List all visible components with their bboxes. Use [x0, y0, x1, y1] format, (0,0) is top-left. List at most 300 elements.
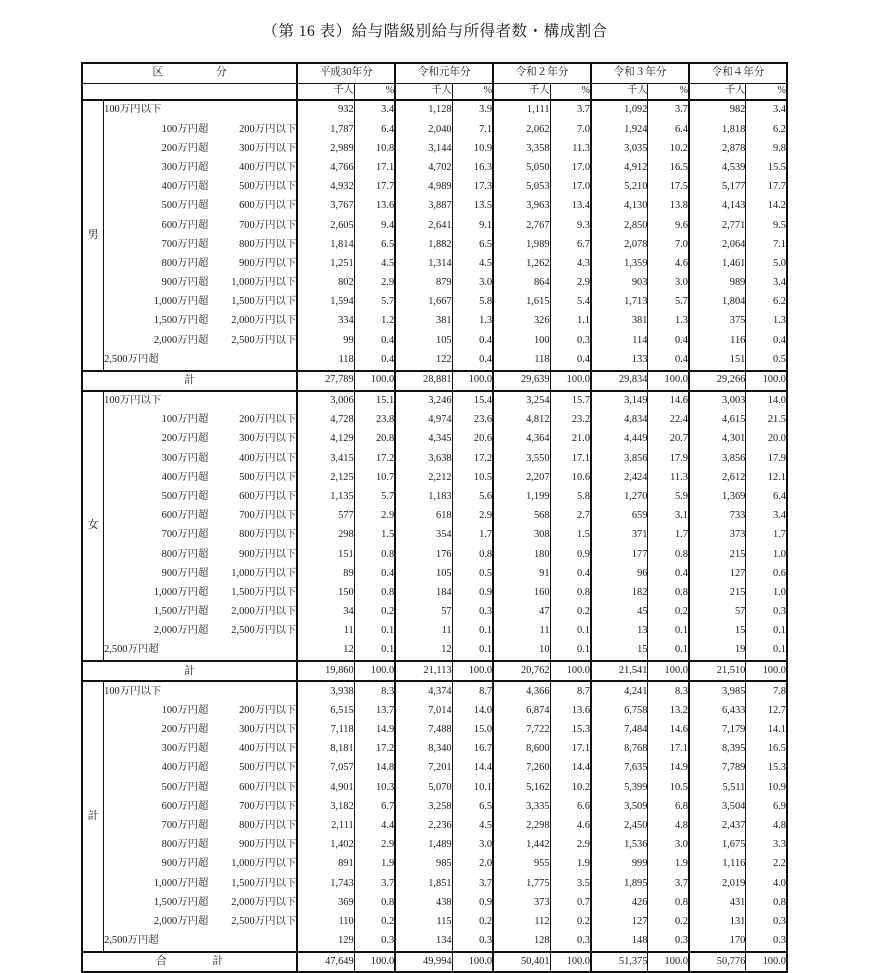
cell-people: 160 [493, 584, 550, 603]
cell-percent: 0.2 [354, 913, 395, 932]
table-row [82, 797, 787, 816]
cell-percent: 7.1 [452, 120, 493, 139]
bracket-upper: 900万円以下 [239, 257, 297, 269]
cell-people: 308 [493, 526, 550, 545]
cell-percent: 0.1 [550, 641, 591, 661]
cell-people: 1,251 [297, 255, 354, 274]
subtotal-row [82, 661, 787, 681]
cell-percent: 16.7 [452, 740, 493, 759]
cell-percent: 0.2 [452, 913, 493, 932]
cell-percent: 0.8 [746, 893, 787, 912]
cell-people: 6,874 [493, 701, 550, 720]
table-head [82, 63, 787, 100]
cell-percent: 3.3 [746, 836, 787, 855]
cell-percent: 0.2 [648, 603, 689, 622]
cell-people: 4,241 [591, 681, 648, 701]
total-cell-people: 51,375 [591, 952, 648, 972]
cell-percent: 0.8 [354, 584, 395, 603]
total-cell-people: 50,776 [689, 952, 746, 972]
cell-people: 15 [689, 622, 746, 641]
cell-percent: 3.4 [746, 274, 787, 293]
bracket-lower: 600万円超 [161, 800, 209, 812]
cell-percent: 10.3 [354, 778, 395, 797]
cell-percent: 11.3 [550, 139, 591, 158]
cell-people: 3,856 [689, 449, 746, 468]
table-row [82, 235, 787, 254]
cell-percent: 2.9 [354, 507, 395, 526]
subtotal-label: 計 [82, 661, 297, 681]
cell-percent: 23.8 [354, 411, 395, 430]
cell-people: 1,713 [591, 293, 648, 312]
table-row [82, 159, 787, 178]
total-cell-people: 29,639 [493, 371, 550, 391]
total-cell-percent: 100.0 [354, 952, 395, 972]
cell-people: 4,974 [395, 411, 452, 430]
table-body [82, 100, 787, 972]
cell-percent: 0.1 [354, 641, 395, 661]
cell-people: 3,963 [493, 197, 550, 216]
cell-people: 1,489 [395, 836, 452, 855]
bracket-lower: 800万円超 [161, 839, 209, 851]
cell-people: 3,149 [591, 391, 648, 411]
cell-people: 2,641 [395, 216, 452, 235]
cell-people: 4,374 [395, 681, 452, 701]
total-cell-people: 19,860 [297, 661, 354, 681]
cell-percent: 2.7 [550, 507, 591, 526]
bracket-lower: 1,000万円超 [153, 586, 209, 598]
cell-people: 802 [297, 274, 354, 293]
cell-percent: 12.7 [746, 701, 787, 720]
total-cell-percent: 100.0 [354, 661, 395, 681]
cell-percent: 4.5 [452, 817, 493, 836]
cell-percent: 0.1 [648, 622, 689, 641]
table-row [82, 681, 787, 701]
cell-percent: 0.4 [354, 564, 395, 583]
cell-percent: 0.1 [354, 622, 395, 641]
table-row [82, 312, 787, 331]
cell-percent: 2.9 [550, 836, 591, 855]
cell-people: 3,887 [395, 197, 452, 216]
bracket-lower: 900万円超 [161, 277, 209, 289]
cell-people: 8,181 [297, 740, 354, 759]
cell-people: 2,605 [297, 216, 354, 235]
cell-people: 184 [395, 584, 452, 603]
cell-people: 2,062 [493, 120, 550, 139]
cell-people: 371 [591, 526, 648, 545]
cell-people: 1,818 [689, 120, 746, 139]
cell-people: 2,612 [689, 468, 746, 487]
cell-percent: 4.6 [550, 817, 591, 836]
total-cell-people: 47,649 [297, 952, 354, 972]
cell-percent: 20.8 [354, 430, 395, 449]
cell-people: 3,258 [395, 797, 452, 816]
bracket-lower: 1,000万円超 [153, 296, 209, 308]
cell-percent: 17.1 [550, 740, 591, 759]
cell-people: 91 [493, 564, 550, 583]
cell-people: 45 [591, 603, 648, 622]
bracket-label: 100万円以下 [104, 395, 162, 407]
cell-people: 118 [297, 350, 354, 370]
cell-people: 8,340 [395, 740, 452, 759]
cell-percent: 14.9 [354, 721, 395, 740]
bracket-upper: 400万円以下 [239, 161, 297, 173]
cell-percent: 8.7 [452, 681, 493, 701]
cell-people: 150 [297, 584, 354, 603]
bracket-upper: 600万円以下 [239, 781, 297, 793]
cell-percent: 7.0 [648, 235, 689, 254]
bracket-upper: 800万円以下 [239, 819, 297, 831]
table-row [82, 120, 787, 139]
cell-people: 7,201 [395, 759, 452, 778]
cell-people: 5,070 [395, 778, 452, 797]
cell-percent: 17.2 [354, 449, 395, 468]
cell-percent: 10.5 [452, 468, 493, 487]
cell-percent: 14.0 [452, 701, 493, 720]
cell-people: 1,743 [297, 874, 354, 893]
total-cell-percent: 100.0 [746, 952, 787, 972]
cell-percent: 13.6 [550, 701, 591, 720]
cell-percent: 3.7 [550, 100, 591, 120]
bracket-lower: 700万円超 [161, 819, 209, 831]
bracket-upper: 800万円以下 [239, 238, 297, 250]
cell-percent: 4.4 [354, 817, 395, 836]
cell-people: 426 [591, 893, 648, 912]
cell-people: 4,143 [689, 197, 746, 216]
cell-people: 110 [297, 913, 354, 932]
cell-percent: 1.9 [354, 855, 395, 874]
cell-percent: 23.2 [550, 411, 591, 430]
cell-percent: 3.5 [550, 874, 591, 893]
cell-people: 134 [395, 932, 452, 952]
bracket-upper: 2,500万円以下 [231, 334, 297, 346]
cell-people: 1,270 [591, 488, 648, 507]
cell-percent: 1.7 [746, 526, 787, 545]
cell-percent: 21.5 [746, 411, 787, 430]
cell-percent: 5.8 [452, 293, 493, 312]
grand-total-label: 合 計 [82, 952, 297, 972]
cell-people: 999 [591, 855, 648, 874]
cell-people: 1,199 [493, 488, 550, 507]
subtotal-row [82, 371, 787, 391]
cell-percent: 6.5 [452, 797, 493, 816]
table-row [82, 488, 787, 507]
cell-people: 5,210 [591, 178, 648, 197]
bracket-upper: 200万円以下 [239, 414, 297, 426]
cell-percent: 2.9 [354, 274, 395, 293]
bracket-upper: 400万円以下 [239, 743, 297, 755]
table-row [82, 817, 787, 836]
cell-people: 5,399 [591, 778, 648, 797]
bracket-lower: 500万円超 [161, 200, 209, 212]
total-cell-percent: 100.0 [550, 371, 591, 391]
cell-percent: 0.6 [746, 564, 787, 583]
cell-people: 932 [297, 100, 354, 120]
cell-people: 11 [395, 622, 452, 641]
cell-people: 4,129 [297, 430, 354, 449]
header-unit-people-2: 千人 [493, 84, 550, 101]
cell-percent: 2.0 [452, 855, 493, 874]
cell-people: 4,615 [689, 411, 746, 430]
cell-people: 4,812 [493, 411, 550, 430]
cell-people: 369 [297, 893, 354, 912]
cell-percent: 6.9 [746, 797, 787, 816]
cell-percent: 17.7 [354, 178, 395, 197]
cell-percent: 6.4 [648, 120, 689, 139]
header-year-row [82, 63, 787, 84]
bracket-lower: 300万円超 [161, 452, 209, 464]
cell-people: 129 [297, 932, 354, 952]
cell-people: 4,766 [297, 159, 354, 178]
total-cell-people: 21,510 [689, 661, 746, 681]
cell-percent: 9.1 [452, 216, 493, 235]
cell-percent: 5.0 [746, 255, 787, 274]
cell-people: 1,402 [297, 836, 354, 855]
cell-people: 57 [395, 603, 452, 622]
cell-percent: 0.1 [452, 641, 493, 661]
cell-percent: 0.7 [550, 893, 591, 912]
cell-people: 99 [297, 331, 354, 350]
cell-people: 3,003 [689, 391, 746, 411]
cell-percent: 0.9 [452, 584, 493, 603]
total-cell-people: 27,789 [297, 371, 354, 391]
cell-people: 8,395 [689, 740, 746, 759]
cell-percent: 0.2 [550, 913, 591, 932]
cell-percent: 6.4 [354, 120, 395, 139]
cell-percent: 0.3 [550, 331, 591, 350]
cell-percent: 17.1 [354, 159, 395, 178]
cell-people: 1,615 [493, 293, 550, 312]
bracket-upper: 2,000万円以下 [231, 606, 297, 618]
bracket-upper: 700万円以下 [239, 510, 297, 522]
bracket-lower: 200万円超 [161, 142, 209, 154]
cell-percent: 6.8 [648, 797, 689, 816]
cell-people: 3,035 [591, 139, 648, 158]
header-unit-percent-4: % [746, 84, 787, 101]
cell-people: 10 [493, 641, 550, 661]
cell-people: 4,539 [689, 159, 746, 178]
table-row [82, 507, 787, 526]
cell-people: 3,638 [395, 449, 452, 468]
cell-percent: 17.0 [550, 178, 591, 197]
cell-percent: 6.5 [354, 235, 395, 254]
cell-percent: 0.4 [648, 564, 689, 583]
table-row [82, 584, 787, 603]
cell-percent: 9.3 [550, 216, 591, 235]
group-label-female: 女 [82, 391, 104, 662]
cell-people: 8,600 [493, 740, 550, 759]
cell-percent: 15.3 [550, 721, 591, 740]
cell-percent: 0.8 [648, 893, 689, 912]
bracket-lower: 2,000万円超 [153, 625, 209, 637]
cell-percent: 10.6 [550, 468, 591, 487]
cell-percent: 17.3 [452, 178, 493, 197]
total-cell-percent: 100.0 [746, 661, 787, 681]
cell-people: 2,040 [395, 120, 452, 139]
cell-people: 4,449 [591, 430, 648, 449]
cell-people: 170 [689, 932, 746, 952]
header-unit-percent-0: % [354, 84, 395, 101]
cell-percent: 9.6 [648, 216, 689, 235]
cell-percent: 7.1 [746, 235, 787, 254]
cell-percent: 20.7 [648, 430, 689, 449]
cell-people: 4,301 [689, 430, 746, 449]
table-row [82, 740, 787, 759]
cell-people: 12 [395, 641, 452, 661]
bracket-label: 2,500万円超 [104, 644, 159, 656]
cell-people: 3,767 [297, 197, 354, 216]
cell-percent: 1.5 [550, 526, 591, 545]
cell-percent: 1.9 [648, 855, 689, 874]
cell-percent: 3.4 [746, 100, 787, 120]
cell-percent: 9.5 [746, 216, 787, 235]
cell-people: 3,504 [689, 797, 746, 816]
cell-percent: 10.9 [452, 139, 493, 158]
cell-people: 1,359 [591, 255, 648, 274]
table-row [82, 331, 787, 350]
bracket-lower: 1,500万円超 [153, 606, 209, 618]
table-row [82, 139, 787, 158]
cell-percent: 1.7 [648, 526, 689, 545]
header-unit-row [82, 84, 787, 101]
cell-people: 1,183 [395, 488, 452, 507]
cell-percent: 2.9 [452, 507, 493, 526]
cell-people: 298 [297, 526, 354, 545]
cell-percent: 15.0 [452, 721, 493, 740]
cell-percent: 23.6 [452, 411, 493, 430]
total-cell-percent: 100.0 [746, 371, 787, 391]
cell-percent: 0.3 [452, 603, 493, 622]
cell-percent: 0.4 [452, 331, 493, 350]
bracket-lower: 500万円超 [161, 781, 209, 793]
cell-people: 1,314 [395, 255, 452, 274]
cell-people: 1,442 [493, 836, 550, 855]
cell-people: 2,450 [591, 817, 648, 836]
total-cell-percent: 100.0 [354, 371, 395, 391]
cell-people: 105 [395, 331, 452, 350]
header-year-4: 令和４年分 [689, 63, 787, 84]
header-unit-people-3: 千人 [591, 84, 648, 101]
total-cell-percent: 100.0 [648, 661, 689, 681]
cell-people: 148 [591, 932, 648, 952]
cell-people: 733 [689, 507, 746, 526]
cell-people: 1,536 [591, 836, 648, 855]
cell-people: 4,901 [297, 778, 354, 797]
cell-people: 3,415 [297, 449, 354, 468]
cell-percent: 17.2 [452, 449, 493, 468]
cell-percent: 5.8 [550, 488, 591, 507]
cell-percent: 7.0 [550, 120, 591, 139]
header-unit-people-1: 千人 [395, 84, 452, 101]
cell-people: 177 [591, 545, 648, 564]
cell-people: 7,014 [395, 701, 452, 720]
cell-people: 4,364 [493, 430, 550, 449]
cell-percent: 17.9 [746, 449, 787, 468]
cell-percent: 3.1 [648, 507, 689, 526]
cell-people: 375 [689, 312, 746, 331]
cell-percent: 8.3 [648, 681, 689, 701]
bracket-label: 100万円以下 [104, 104, 162, 116]
cell-people: 2,298 [493, 817, 550, 836]
cell-people: 2,236 [395, 817, 452, 836]
bracket-upper: 2,500万円以下 [231, 915, 297, 927]
cell-people: 1,461 [689, 255, 746, 274]
cell-people: 13 [591, 622, 648, 641]
bracket-upper: 600万円以下 [239, 490, 297, 502]
cell-people: 3,006 [297, 391, 354, 411]
cell-percent: 0.8 [648, 545, 689, 564]
cell-people: 2,850 [591, 216, 648, 235]
total-cell-people: 21,113 [395, 661, 452, 681]
cell-people: 2,767 [493, 216, 550, 235]
bracket-lower: 200万円超 [161, 724, 209, 736]
cell-people: 354 [395, 526, 452, 545]
cell-percent: 0.3 [746, 603, 787, 622]
cell-people: 1,814 [297, 235, 354, 254]
cell-people: 151 [297, 545, 354, 564]
cell-people: 12 [297, 641, 354, 661]
cell-percent: 0.1 [648, 641, 689, 661]
header-unit-percent-1: % [452, 84, 493, 101]
cell-people: 3,550 [493, 449, 550, 468]
cell-people: 568 [493, 507, 550, 526]
cell-people: 4,834 [591, 411, 648, 430]
cell-people: 2,878 [689, 139, 746, 158]
cell-people: 114 [591, 331, 648, 350]
total-cell-people: 29,834 [591, 371, 648, 391]
cell-percent: 10.9 [746, 778, 787, 797]
bracket-upper: 900万円以下 [239, 548, 297, 560]
cell-percent: 5.9 [648, 488, 689, 507]
cell-people: 326 [493, 312, 550, 331]
cell-people: 4,912 [591, 159, 648, 178]
cell-people: 7,722 [493, 721, 550, 740]
cell-people: 182 [591, 584, 648, 603]
cell-people: 982 [689, 100, 746, 120]
cell-percent: 6.2 [746, 293, 787, 312]
bracket-upper: 500万円以下 [239, 471, 297, 483]
total-cell-percent: 100.0 [648, 952, 689, 972]
cell-percent: 0.2 [648, 913, 689, 932]
bracket-upper: 1,500万円以下 [231, 296, 297, 308]
cell-percent: 5.7 [648, 293, 689, 312]
cell-people: 11 [493, 622, 550, 641]
cell-people: 1,135 [297, 488, 354, 507]
cell-people: 1,851 [395, 874, 452, 893]
bracket-lower: 700万円超 [161, 238, 209, 250]
cell-percent: 11.3 [648, 468, 689, 487]
cell-people: 116 [689, 331, 746, 350]
cell-percent: 13.2 [648, 701, 689, 720]
bracket-label: 2,500万円超 [104, 353, 159, 365]
cell-people: 7,488 [395, 721, 452, 740]
group-label-total: 計 [82, 681, 104, 952]
cell-people: 3,335 [493, 797, 550, 816]
total-cell-percent: 100.0 [648, 371, 689, 391]
cell-percent: 17.7 [746, 178, 787, 197]
cell-percent: 0.3 [746, 932, 787, 952]
cell-percent: 3.7 [648, 100, 689, 120]
table-row [82, 641, 787, 661]
cell-people: 15 [591, 641, 648, 661]
cell-people: 3,856 [591, 449, 648, 468]
cell-percent: 0.5 [452, 564, 493, 583]
cell-percent: 0.1 [550, 622, 591, 641]
header-year-1: 令和元年分 [395, 63, 493, 84]
table-row [82, 216, 787, 235]
bracket-upper: 1,500万円以下 [231, 586, 297, 598]
bracket-upper: 400万円以下 [239, 452, 297, 464]
bracket-upper: 1,000万円以下 [231, 858, 297, 870]
